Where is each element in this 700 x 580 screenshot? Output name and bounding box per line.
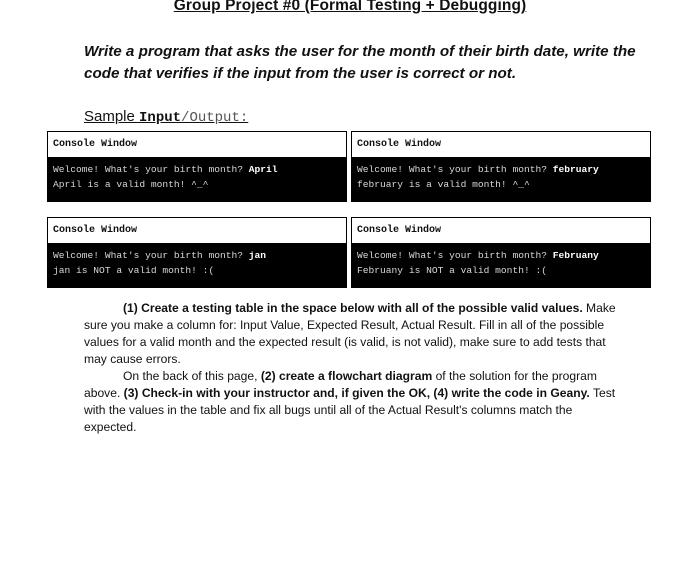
instruction-text: Make sure you make a column for: Input Value, Expected Result, Actual Result. Fill in all of the possible values for a valid month and the expected result (is valid, is not valid), make sure to add tests that may cause errors.	[84, 301, 616, 366]
console-line: Februany is NOT a valid month! :(	[357, 264, 547, 276]
sample-heading	[84, 108, 248, 126]
console-line	[357, 249, 645, 264]
instruction-text: Test with the values in the table and fix all bugs until all of the Actual Result's columns match the expected.	[84, 386, 616, 434]
page-title: Group Project #0 (Formal Testing + Debugging)	[173, 0, 527, 14]
sample-output-word: /Output:	[181, 110, 249, 126]
instruction-step-2: (2) create a flowchart diagram	[260, 369, 433, 383]
instruction-text: On the back of this page,	[123, 369, 261, 383]
sample-input-word: Input	[139, 110, 182, 126]
instructions-paragraph-1	[84, 300, 624, 368]
console-body	[48, 158, 346, 201]
assignment-prompt: Write a program that asks the user for the month of their birth date, write the code that verifies if the input from the user is correct or not.	[84, 43, 636, 82]
instructions	[84, 300, 624, 436]
console-line	[53, 163, 341, 178]
console-header: Console Window	[48, 132, 346, 158]
instruction-step-3-4: (3) Check-in with your instructor and, if given the OK, (4) write the code in Geany.	[123, 386, 590, 400]
console-line: february is a valid month! ^_^	[357, 178, 530, 190]
sample-word: Sample	[84, 108, 140, 125]
instruction-text: of the solution for the program above.	[84, 369, 597, 400]
console-body	[352, 244, 650, 287]
console-user-input: jan	[248, 250, 267, 261]
console-line	[53, 249, 341, 264]
console-header: Console Window	[352, 132, 650, 158]
instruction-step-1: (1) Create a testing table in the space below with all of the possible valid values.	[123, 301, 583, 315]
console-window-2	[351, 131, 651, 202]
console-body	[48, 244, 346, 287]
console-user-input: April	[248, 164, 278, 175]
console-header: Console Window	[48, 218, 346, 244]
console-line	[357, 163, 645, 178]
console-body	[352, 158, 650, 201]
console-header: Console Window	[352, 218, 650, 244]
console-line: April is a valid month! ^_^	[53, 178, 209, 190]
console-prompt-text: Welcome! What's your birth month?	[357, 250, 553, 261]
console-prompt-text: Welcome! What's your birth month?	[53, 164, 249, 175]
console-prompt-text: Welcome! What's your birth month?	[357, 164, 553, 175]
console-window-4	[351, 217, 651, 288]
console-line: jan is NOT a valid month! :(	[53, 264, 215, 276]
console-user-input: february	[552, 164, 599, 175]
console-window-1	[47, 131, 347, 202]
console-user-input: Februany	[552, 250, 599, 261]
console-window-3	[47, 217, 347, 288]
console-prompt-text: Welcome! What's your birth month?	[53, 250, 249, 261]
instructions-paragraph-2	[84, 368, 624, 436]
